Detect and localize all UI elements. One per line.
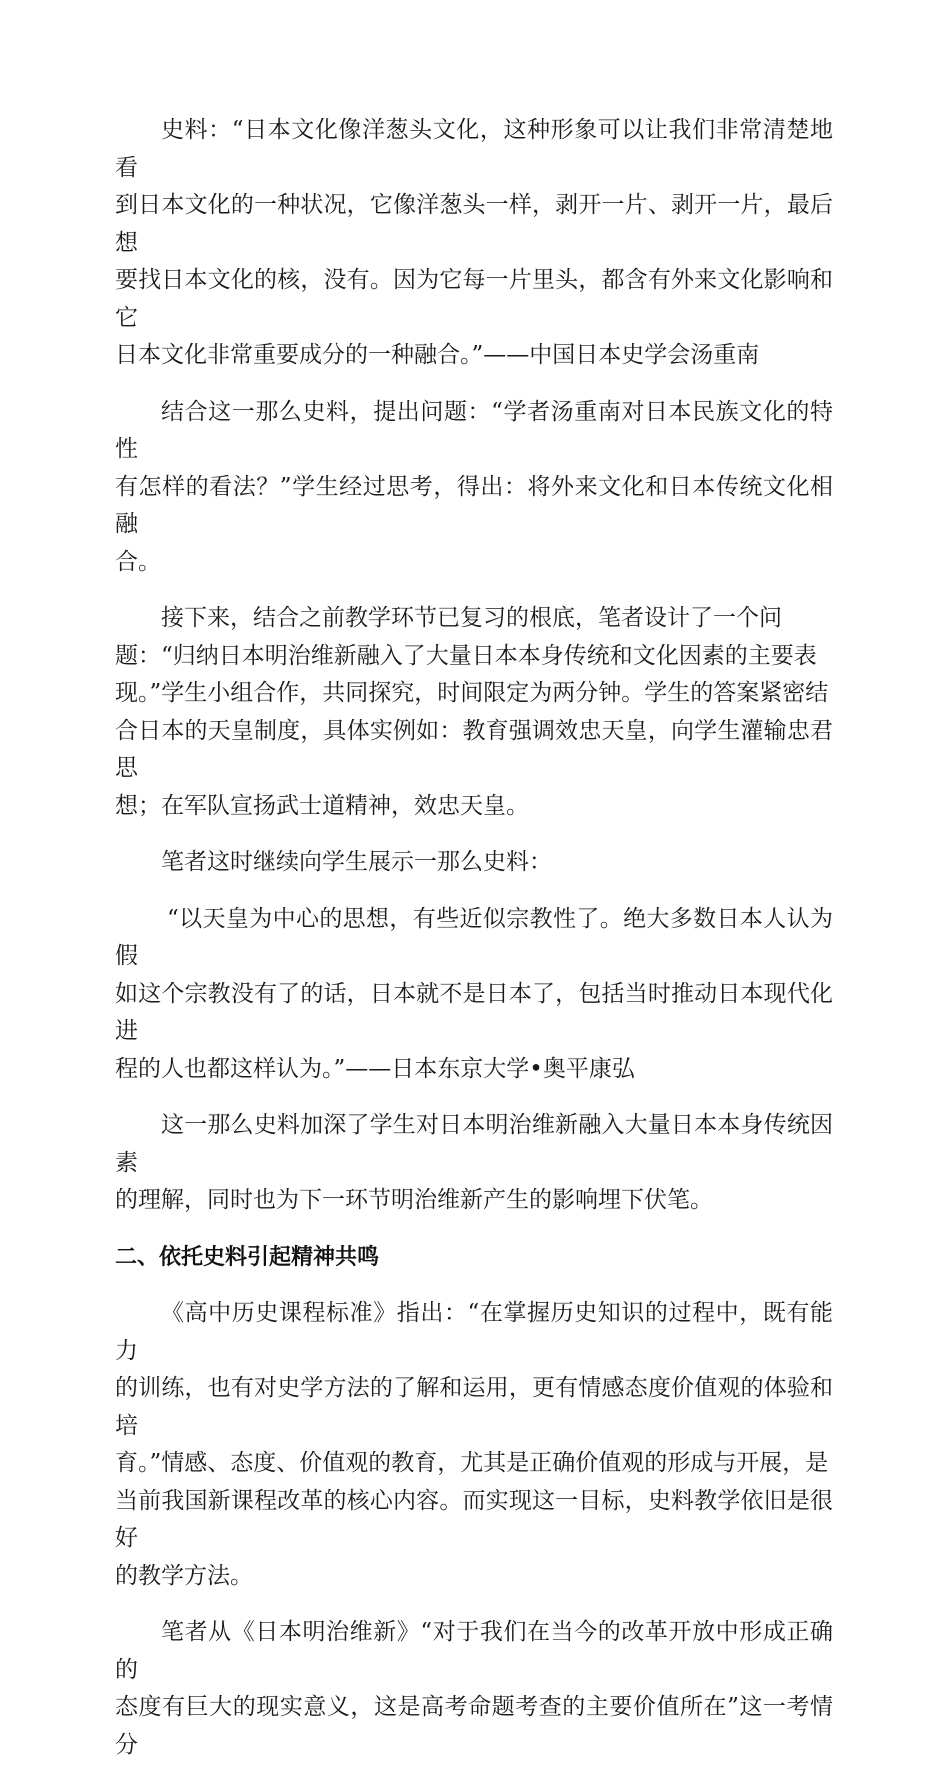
paragraph-curriculum-standard: 《高中历史课程标准》指出：“在掌握历史知识的过程中，既有能力 的训练，也有对史学方法的了解和运用，更有情感态度价值观的体验和培 育。”情感、态度、价值观的教育，尤其是正确价值观的形成与开展，是 当前我国新课程改革的核心内容。而实现这一目标，史料教学依旧是很好 的教学方法。	[115, 1300, 833, 1589]
paragraph-source-effect: 这一那么史料加深了学生对日本明治维新融入大量日本本身传统因素 的理解，同时也为下一环节明治维新产生的影响埋下伏笔。	[115, 1112, 833, 1213]
document-body	[115, 112, 833, 1783]
section-heading: 二、依托史料引起精神共鸣	[115, 1244, 380, 1270]
paragraph-source-quote-onion: 史料：“日本文化像洋葱头文化，这种形象可以让我们非常清楚地看 到日本文化的一种状况，它像洋葱头一样，剥开一片、剥开一片，最后想 要找日本文化的核，没有。因为它每一片里头，都含有外来文化影响和它 日本文化非常重要成分的一种融合。”——中国日本史学会汤重南	[115, 117, 833, 368]
paragraph-question-culture: 结合这一那么史料，提出问题：“学者汤重南对日本民族文化的特性 有怎样的看法？”学生经过思考，得出：将外来文化和日本传统文化相融 合。	[115, 398, 833, 575]
paragraph-source-quote-emperor: “以天皇为中心的思想，有些近似宗教性了。绝大多数日本人认为假 如这个宗教没有了的话，日本就不是日本了，包括当时推动日本现代化进 程的人也都这样认为。”——日本东京大学•奥平康弘	[115, 905, 833, 1082]
paragraph-author-analysis: 笔者从《日本明治维新》“对于我们在当今的改革开放中形成正确的 态度有巨大的现实意义，这是高考命题考查的主要价值所在”这一考情分	[115, 1619, 833, 1758]
paragraph-meiji-question: 接下来，结合之前教学环节已复习的根底，笔者设计了一个问 题：“归纳日本明治维新融入了大量日本本身传统和文化因素的主要表 现。”学生小组合作，共同探究，时间限定为两分钟。学生的答案紧密结 合日本的天皇制度，具体实例如：教育强调效忠天皇，向学生灌输忠君思 想；在军队宣扬武士道精神，效忠天皇。	[115, 605, 833, 819]
paragraph-show-source: 笔者这时继续向学生展示一那么史料：	[161, 849, 552, 875]
